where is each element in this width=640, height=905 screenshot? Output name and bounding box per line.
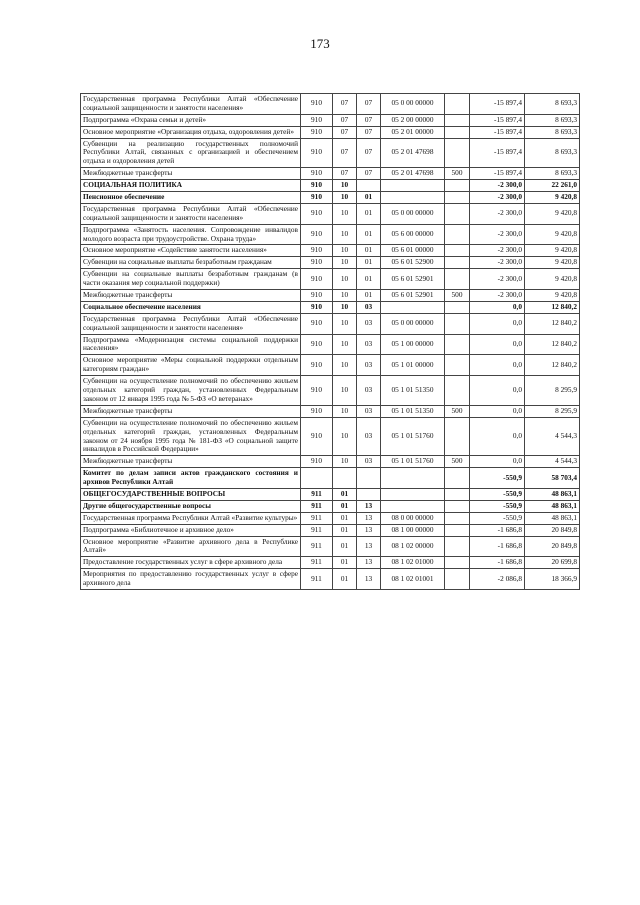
row-change-amount: -15 897,4 xyxy=(470,138,525,168)
row-ved-code: 910 xyxy=(301,355,333,376)
row-ved-code: 911 xyxy=(301,536,333,557)
row-target-article-code: 05 2 01 00000 xyxy=(381,126,445,138)
row-expense-type-code xyxy=(445,524,470,536)
row-ved-code: 911 xyxy=(301,557,333,569)
table-row xyxy=(81,569,580,590)
table-row xyxy=(81,94,580,115)
row-subsection-code: 03 xyxy=(357,405,381,417)
row-ved-code: 910 xyxy=(301,138,333,168)
row-total-amount: 8 295,9 xyxy=(525,405,580,417)
row-subsection-code: 13 xyxy=(357,557,381,569)
row-name: Подпрограмма «Библиотечное и архивное дело» xyxy=(81,524,301,536)
row-expense-type-code xyxy=(445,269,470,290)
table-row xyxy=(81,468,580,489)
row-subsection-code: 01 xyxy=(357,203,381,224)
row-target-article-code: 05 2 01 47698 xyxy=(381,138,445,168)
row-ved-code: 910 xyxy=(301,126,333,138)
row-expense-type-code xyxy=(445,417,470,456)
row-section-code: 07 xyxy=(333,168,357,180)
row-subsection-code xyxy=(357,180,381,192)
row-target-article-code: 05 0 00 00000 xyxy=(381,94,445,115)
row-name: Социальное обеспечение населения xyxy=(81,301,301,313)
row-ved-code: 910 xyxy=(301,269,333,290)
row-section-code xyxy=(333,468,357,489)
row-ved-code: 910 xyxy=(301,245,333,257)
row-expense-type-code xyxy=(445,224,470,245)
row-name: Пенсионное обеспечение xyxy=(81,192,301,204)
table-row xyxy=(81,168,580,180)
row-expense-type-code: 500 xyxy=(445,290,470,302)
row-change-amount: -2 300,0 xyxy=(470,257,525,269)
row-ved-code: 910 xyxy=(301,405,333,417)
row-section-code: 01 xyxy=(333,524,357,536)
row-total-amount: 20 849,8 xyxy=(525,536,580,557)
row-change-amount: -15 897,4 xyxy=(470,114,525,126)
row-subsection-code: 13 xyxy=(357,512,381,524)
row-expense-type-code xyxy=(445,355,470,376)
row-section-code: 10 xyxy=(333,180,357,192)
row-section-code: 10 xyxy=(333,203,357,224)
row-total-amount: 58 703,4 xyxy=(525,468,580,489)
row-target-article-code xyxy=(381,301,445,313)
row-subsection-code: 07 xyxy=(357,168,381,180)
row-change-amount: -550,9 xyxy=(470,468,525,489)
row-name: Субвенции на социальные выплаты безработным гражданам xyxy=(81,257,301,269)
table-row xyxy=(81,114,580,126)
row-total-amount: 48 863,1 xyxy=(525,488,580,500)
row-section-code: 10 xyxy=(333,456,357,468)
table-row xyxy=(81,405,580,417)
table-row xyxy=(81,488,580,500)
row-total-amount: 20 699,8 xyxy=(525,557,580,569)
row-expense-type-code xyxy=(445,569,470,590)
row-section-code: 10 xyxy=(333,313,357,334)
table-row xyxy=(81,376,580,406)
row-name: Основное мероприятие «Меры социальной поддержки отдельным категориям граждан» xyxy=(81,355,301,376)
row-expense-type-code: 500 xyxy=(445,405,470,417)
row-expense-type-code xyxy=(445,301,470,313)
row-target-article-code xyxy=(381,192,445,204)
row-ved-code: 910 xyxy=(301,334,333,355)
table-row xyxy=(81,355,580,376)
row-total-amount: 9 420,8 xyxy=(525,290,580,302)
row-section-code: 10 xyxy=(333,355,357,376)
table-row xyxy=(81,245,580,257)
row-ved-code: 910 xyxy=(301,180,333,192)
row-change-amount: 0,0 xyxy=(470,301,525,313)
row-subsection-code xyxy=(357,468,381,489)
row-total-amount: 9 420,8 xyxy=(525,245,580,257)
row-target-article-code: 08 1 02 01001 xyxy=(381,569,445,590)
row-total-amount: 12 840,2 xyxy=(525,313,580,334)
row-total-amount: 9 420,8 xyxy=(525,192,580,204)
row-target-article-code: 05 1 01 00000 xyxy=(381,355,445,376)
row-change-amount: 0,0 xyxy=(470,376,525,406)
row-total-amount: 8 693,3 xyxy=(525,138,580,168)
row-change-amount: -15 897,4 xyxy=(470,168,525,180)
row-section-code: 10 xyxy=(333,334,357,355)
row-target-article-code: 05 1 01 51350 xyxy=(381,405,445,417)
row-change-amount: 0,0 xyxy=(470,456,525,468)
row-expense-type-code: 500 xyxy=(445,456,470,468)
row-section-code: 07 xyxy=(333,126,357,138)
row-subsection-code: 13 xyxy=(357,524,381,536)
row-section-code: 01 xyxy=(333,488,357,500)
row-total-amount: 12 840,2 xyxy=(525,301,580,313)
row-name: Субвенции на реализацию государственных полномочий Республики Алтай, связанных с организацией и обеспечением отдыха и оздоровления детей xyxy=(81,138,301,168)
row-subsection-code: 03 xyxy=(357,355,381,376)
row-expense-type-code xyxy=(445,468,470,489)
row-subsection-code: 03 xyxy=(357,376,381,406)
row-name: Государственная программа Республики Алтай «Обеспечение социальной защищенности и занятости населения» xyxy=(81,313,301,334)
row-name: Подпрограмма «Занятость населения. Сопровождение инвалидов молодого возраста при трудоустройстве. Охрана труда» xyxy=(81,224,301,245)
row-subsection-code: 07 xyxy=(357,114,381,126)
row-name: Комитет по делам записи актов гражданского состояния и архивов Республики Алтай xyxy=(81,468,301,489)
row-ved-code xyxy=(301,468,333,489)
row-subsection-code: 07 xyxy=(357,94,381,115)
table-row xyxy=(81,417,580,456)
table-row xyxy=(81,192,580,204)
row-change-amount: -2 300,0 xyxy=(470,180,525,192)
table-row xyxy=(81,500,580,512)
row-change-amount: -1 686,8 xyxy=(470,524,525,536)
row-expense-type-code xyxy=(445,500,470,512)
row-expense-type-code xyxy=(445,536,470,557)
row-expense-type-code xyxy=(445,94,470,115)
row-ved-code: 910 xyxy=(301,114,333,126)
row-name: Субвенции на социальные выплаты безработным гражданам (в части оказания мер социальной поддержки) xyxy=(81,269,301,290)
row-subsection-code xyxy=(357,488,381,500)
row-section-code: 07 xyxy=(333,138,357,168)
row-ved-code: 911 xyxy=(301,569,333,590)
row-change-amount: 0,0 xyxy=(470,334,525,355)
row-target-article-code xyxy=(381,180,445,192)
row-name: Государственная программа Республики Алтай «Обеспечение социальной защищенности и занятости населения» xyxy=(81,94,301,115)
row-total-amount: 9 420,8 xyxy=(525,224,580,245)
row-target-article-code xyxy=(381,468,445,489)
row-name: ОБЩЕГОСУДАРСТВЕННЫЕ ВОПРОСЫ xyxy=(81,488,301,500)
row-name: Субвенции на осуществление полномочий по обеспечению жильем отдельных категорий граждан, установленных Федеральным законом от 12 января 1995 года № 5-ФЗ «О ветеранах» xyxy=(81,376,301,406)
row-subsection-code: 01 xyxy=(357,245,381,257)
row-target-article-code: 05 6 01 52901 xyxy=(381,290,445,302)
row-ved-code: 910 xyxy=(301,94,333,115)
row-name: Государственная программа Республики Алтай «Обеспечение социальной защищенности и занятости населения» xyxy=(81,203,301,224)
row-expense-type-code xyxy=(445,257,470,269)
row-target-article-code: 05 1 01 51350 xyxy=(381,376,445,406)
row-change-amount: 0,0 xyxy=(470,405,525,417)
row-name: Подпрограмма «Охрана семьи и детей» xyxy=(81,114,301,126)
row-change-amount: -2 086,8 xyxy=(470,569,525,590)
table-row xyxy=(81,313,580,334)
row-target-article-code: 05 1 00 00000 xyxy=(381,334,445,355)
row-subsection-code: 01 xyxy=(357,269,381,290)
row-ved-code: 910 xyxy=(301,456,333,468)
row-target-article-code: 05 6 01 00000 xyxy=(381,245,445,257)
row-total-amount: 9 420,8 xyxy=(525,203,580,224)
row-change-amount: 0,0 xyxy=(470,355,525,376)
row-ved-code: 911 xyxy=(301,512,333,524)
table-row xyxy=(81,257,580,269)
row-section-code: 01 xyxy=(333,557,357,569)
row-name: Мероприятия по предоставлению государственных услуг в сфере архивного дела xyxy=(81,569,301,590)
row-section-code: 01 xyxy=(333,536,357,557)
row-subsection-code: 13 xyxy=(357,536,381,557)
table-row xyxy=(81,224,580,245)
row-subsection-code: 01 xyxy=(357,192,381,204)
row-change-amount: -550,9 xyxy=(470,500,525,512)
row-expense-type-code xyxy=(445,126,470,138)
row-section-code: 10 xyxy=(333,376,357,406)
row-expense-type-code xyxy=(445,245,470,257)
budget-table xyxy=(80,93,580,590)
row-subsection-code: 01 xyxy=(357,257,381,269)
row-total-amount: 4 544,3 xyxy=(525,417,580,456)
row-target-article-code: 08 1 00 00000 xyxy=(381,524,445,536)
row-ved-code: 910 xyxy=(301,313,333,334)
row-expense-type-code xyxy=(445,313,470,334)
row-section-code: 01 xyxy=(333,512,357,524)
row-total-amount: 12 840,2 xyxy=(525,334,580,355)
row-ved-code: 911 xyxy=(301,524,333,536)
row-expense-type-code xyxy=(445,557,470,569)
row-change-amount: -15 897,4 xyxy=(470,126,525,138)
row-name: Государственная программа Республики Алтай «Развитие культуры» xyxy=(81,512,301,524)
row-subsection-code: 03 xyxy=(357,301,381,313)
row-expense-type-code xyxy=(445,488,470,500)
row-target-article-code: 05 1 01 51760 xyxy=(381,417,445,456)
row-subsection-code: 01 xyxy=(357,290,381,302)
row-ved-code: 910 xyxy=(301,301,333,313)
budget-table-body xyxy=(81,94,580,590)
row-change-amount: -550,9 xyxy=(470,512,525,524)
row-ved-code: 910 xyxy=(301,168,333,180)
row-expense-type-code xyxy=(445,512,470,524)
row-total-amount: 8 295,9 xyxy=(525,376,580,406)
row-total-amount: 8 693,3 xyxy=(525,94,580,115)
row-subsection-code: 07 xyxy=(357,126,381,138)
row-ved-code: 910 xyxy=(301,224,333,245)
row-target-article-code: 08 1 02 00000 xyxy=(381,536,445,557)
row-target-article-code: 05 1 01 51760 xyxy=(381,456,445,468)
row-subsection-code: 01 xyxy=(357,224,381,245)
row-target-article-code: 08 1 02 01000 xyxy=(381,557,445,569)
row-section-code: 10 xyxy=(333,290,357,302)
row-section-code: 10 xyxy=(333,245,357,257)
row-change-amount: -2 300,0 xyxy=(470,192,525,204)
table-row xyxy=(81,301,580,313)
row-expense-type-code xyxy=(445,376,470,406)
row-expense-type-code xyxy=(445,192,470,204)
row-ved-code: 911 xyxy=(301,500,333,512)
row-change-amount: 0,0 xyxy=(470,417,525,456)
row-ved-code: 910 xyxy=(301,376,333,406)
table-row xyxy=(81,126,580,138)
table-row xyxy=(81,512,580,524)
row-name: Межбюджетные трансферты xyxy=(81,290,301,302)
row-section-code: 10 xyxy=(333,269,357,290)
row-subsection-code: 13 xyxy=(357,569,381,590)
row-section-code: 07 xyxy=(333,94,357,115)
row-name: Основное мероприятие «Содействие занятости населения» xyxy=(81,245,301,257)
row-total-amount: 9 420,8 xyxy=(525,269,580,290)
row-name: Межбюджетные трансферты xyxy=(81,456,301,468)
row-total-amount: 22 261,0 xyxy=(525,180,580,192)
row-target-article-code xyxy=(381,500,445,512)
row-name: Межбюджетные трансферты xyxy=(81,405,301,417)
row-subsection-code: 03 xyxy=(357,334,381,355)
row-change-amount: -1 686,8 xyxy=(470,536,525,557)
page-number: 173 xyxy=(310,36,330,51)
row-section-code: 01 xyxy=(333,569,357,590)
row-expense-type-code xyxy=(445,203,470,224)
row-ved-code: 910 xyxy=(301,192,333,204)
row-ved-code: 910 xyxy=(301,203,333,224)
row-section-code: 01 xyxy=(333,500,357,512)
row-change-amount: -550,9 xyxy=(470,488,525,500)
row-change-amount: -1 686,8 xyxy=(470,557,525,569)
row-change-amount: -2 300,0 xyxy=(470,269,525,290)
row-section-code: 10 xyxy=(333,192,357,204)
row-change-amount: -2 300,0 xyxy=(470,224,525,245)
row-target-article-code xyxy=(381,488,445,500)
table-row xyxy=(81,180,580,192)
row-subsection-code: 07 xyxy=(357,138,381,168)
row-change-amount: -2 300,0 xyxy=(470,245,525,257)
row-total-amount: 12 840,2 xyxy=(525,355,580,376)
row-total-amount: 4 544,3 xyxy=(525,456,580,468)
row-total-amount: 9 420,8 xyxy=(525,257,580,269)
row-ved-code: 910 xyxy=(301,417,333,456)
row-section-code: 07 xyxy=(333,114,357,126)
row-subsection-code: 03 xyxy=(357,417,381,456)
row-expense-type-code: 500 xyxy=(445,168,470,180)
row-total-amount: 48 863,1 xyxy=(525,512,580,524)
table-row xyxy=(81,334,580,355)
row-section-code: 10 xyxy=(333,257,357,269)
row-subsection-code: 13 xyxy=(357,500,381,512)
row-expense-type-code xyxy=(445,180,470,192)
row-ved-code: 911 xyxy=(301,488,333,500)
row-total-amount: 8 693,3 xyxy=(525,126,580,138)
row-ved-code: 910 xyxy=(301,290,333,302)
row-name: Основное мероприятие «Организация отдыха, оздоровления детей» xyxy=(81,126,301,138)
table-row xyxy=(81,524,580,536)
row-section-code: 10 xyxy=(333,224,357,245)
row-name: Предоставление государственных услуг в сфере архивного дела xyxy=(81,557,301,569)
row-name: Межбюджетные трансферты xyxy=(81,168,301,180)
row-expense-type-code xyxy=(445,334,470,355)
table-row xyxy=(81,203,580,224)
row-target-article-code: 08 0 00 00000 xyxy=(381,512,445,524)
table-row xyxy=(81,456,580,468)
row-target-article-code: 05 2 01 47698 xyxy=(381,168,445,180)
row-target-article-code: 05 2 00 00000 xyxy=(381,114,445,126)
row-total-amount: 18 366,9 xyxy=(525,569,580,590)
row-name: Субвенции на осуществление полномочий по обеспечению жильем отдельных категорий граждан, установленных Федеральным законом от 24 ноября 1995 года № 181-ФЗ «О социальной защите инвалидов в Российской Федерации» xyxy=(81,417,301,456)
row-name: Основное мероприятие «Развитие архивного дела в Республике Алтай» xyxy=(81,536,301,557)
row-target-article-code: 05 6 00 00000 xyxy=(381,224,445,245)
row-target-article-code: 05 0 00 00000 xyxy=(381,313,445,334)
row-change-amount: 0,0 xyxy=(470,313,525,334)
row-subsection-code: 03 xyxy=(357,456,381,468)
table-row xyxy=(81,536,580,557)
row-change-amount: -15 897,4 xyxy=(470,94,525,115)
row-target-article-code: 05 6 01 52900 xyxy=(381,257,445,269)
row-total-amount: 48 863,1 xyxy=(525,500,580,512)
row-target-article-code: 05 0 00 00000 xyxy=(381,203,445,224)
row-expense-type-code xyxy=(445,138,470,168)
row-name: Подпрограмма «Модернизация системы социальной поддержки населения» xyxy=(81,334,301,355)
row-target-article-code: 05 6 01 52901 xyxy=(381,269,445,290)
row-name: СОЦИАЛЬНАЯ ПОЛИТИКА xyxy=(81,180,301,192)
row-section-code: 10 xyxy=(333,301,357,313)
row-change-amount: -2 300,0 xyxy=(470,290,525,302)
row-subsection-code: 03 xyxy=(357,313,381,334)
table-row xyxy=(81,290,580,302)
row-section-code: 10 xyxy=(333,417,357,456)
table-row xyxy=(81,138,580,168)
table-row xyxy=(81,557,580,569)
row-total-amount: 20 849,8 xyxy=(525,524,580,536)
row-expense-type-code xyxy=(445,114,470,126)
row-total-amount: 8 693,3 xyxy=(525,168,580,180)
row-change-amount: -2 300,0 xyxy=(470,203,525,224)
table-row xyxy=(81,269,580,290)
row-ved-code: 910 xyxy=(301,257,333,269)
row-name: Другие общегосударственные вопросы xyxy=(81,500,301,512)
row-total-amount: 8 693,3 xyxy=(525,114,580,126)
row-section-code: 10 xyxy=(333,405,357,417)
